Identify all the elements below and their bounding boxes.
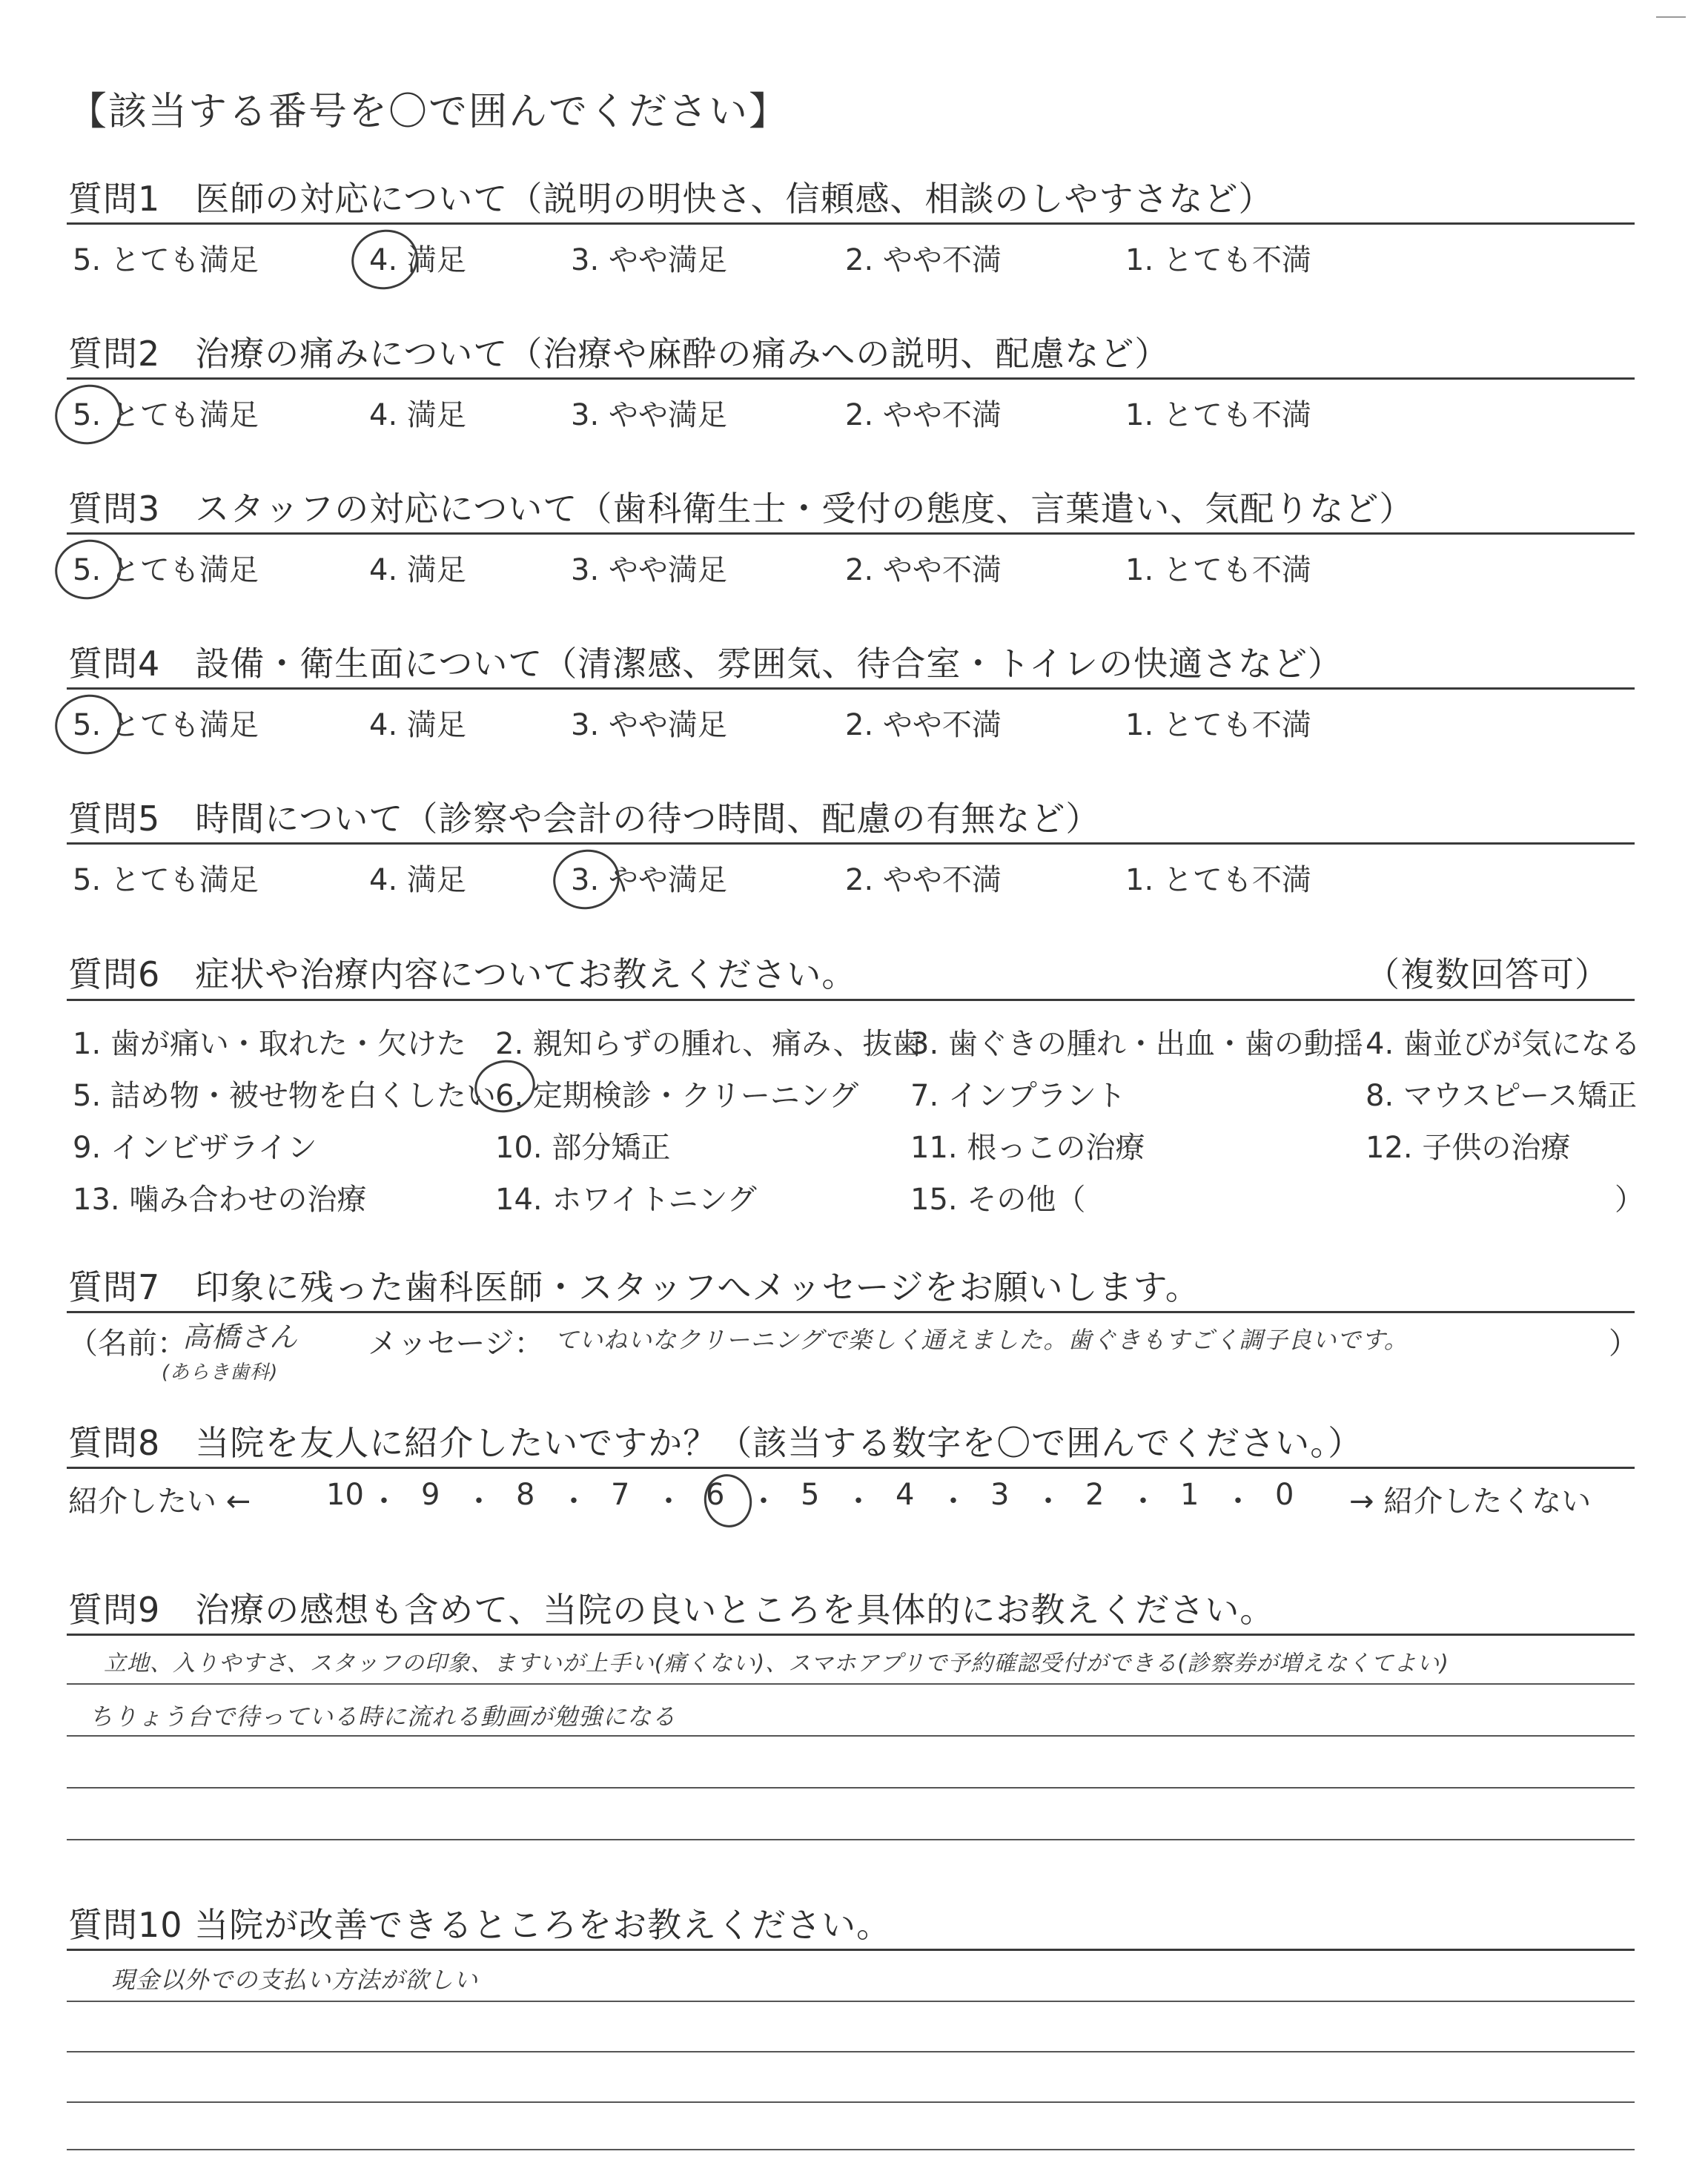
q8-separator: ・ bbox=[749, 1484, 778, 1519]
q8-scale-5[interactable]: 5 bbox=[801, 1478, 820, 1512]
q6-option-14[interactable]: 14. ホワイトニング bbox=[495, 1183, 757, 1217]
q2-rule bbox=[67, 377, 1635, 380]
q3-option-5[interactable]: 5. とても満足 bbox=[73, 553, 259, 587]
q7-name-label: （名前： bbox=[68, 1327, 187, 1361]
q10-write-line-1 bbox=[67, 2001, 1635, 2002]
q8-right-label: → 紹介したくない bbox=[1349, 1484, 1592, 1519]
q4-option-4[interactable]: 4. 満足 bbox=[369, 708, 466, 742]
q6-option-4[interactable]: 4. 歯並びが気になる bbox=[1366, 1027, 1641, 1061]
q6-option-3[interactable]: 3. 歯ぐきの腫れ・出血・歯の動揺 bbox=[910, 1027, 1363, 1061]
q8-separator: ・ bbox=[844, 1484, 873, 1519]
q5-title: 質問5 時間について（診察や会計の待つ時間、配慮の有無など） bbox=[68, 799, 1101, 839]
q8-scale-8[interactable]: 8 bbox=[516, 1478, 535, 1512]
q6-option-12[interactable]: 12. 子供の治療 bbox=[1366, 1131, 1571, 1165]
q9-write-line-4 bbox=[67, 1839, 1635, 1840]
q8-scale-10[interactable]: 10 bbox=[326, 1478, 364, 1512]
q5-option-1[interactable]: 1. とても不満 bbox=[1125, 863, 1311, 897]
q6-other-close[interactable]: ） bbox=[1615, 1183, 1644, 1217]
q9-write-line-1 bbox=[67, 1683, 1635, 1685]
q8-separator: ・ bbox=[1128, 1484, 1158, 1519]
q6-option-9[interactable]: 9. インビザライン bbox=[73, 1131, 317, 1165]
q4-rule bbox=[67, 687, 1635, 690]
q2-option-2[interactable]: 2. やや不満 bbox=[845, 398, 1002, 432]
q2-option-1[interactable]: 1. とても不満 bbox=[1125, 398, 1311, 432]
q4-selection-circle bbox=[50, 689, 128, 761]
q7-close-paren: ） bbox=[1609, 1327, 1638, 1361]
q6-option-1[interactable]: 1. 歯が痛い・取れた・欠けた bbox=[73, 1027, 466, 1061]
q5-option-3[interactable]: 3. やや満足 bbox=[571, 863, 727, 897]
q6-option-10[interactable]: 10. 部分矯正 bbox=[495, 1131, 671, 1165]
q6-rule bbox=[67, 999, 1635, 1001]
q8-scale-3[interactable]: 3 bbox=[990, 1478, 1010, 1512]
q1-option-2[interactable]: 2. やや不満 bbox=[845, 243, 1002, 277]
q4-title: 質問4 設備・衛生面について（清潔感、雰囲気、待合室・トイレの快適さなど） bbox=[68, 644, 1343, 684]
q1-title: 質問1 医師の対応について（説明の明快さ、信頼感、相談のしやすさなど） bbox=[68, 179, 1274, 219]
q10-answer-line1[interactable]: 現金以外での支払い方法が欲しい bbox=[111, 1966, 479, 1994]
q8-separator: ・ bbox=[654, 1484, 683, 1519]
q8-separator: ・ bbox=[559, 1484, 589, 1519]
q7-name-sub: (あらき歯科) bbox=[162, 1361, 279, 1384]
q5-option-2[interactable]: 2. やや不満 bbox=[845, 863, 1002, 897]
page-heading: 【該当する番号を〇で囲んでください】 bbox=[68, 90, 790, 134]
q5-selection-circle bbox=[548, 844, 626, 916]
q7-message-label: メッセージ： bbox=[368, 1327, 544, 1361]
q9-rule bbox=[67, 1634, 1635, 1636]
q8-left-label: 紹介したい ← bbox=[68, 1484, 251, 1519]
q1-option-3[interactable]: 3. やや満足 bbox=[571, 243, 727, 277]
q6-option-6[interactable]: 6. 定期検診・クリーニング bbox=[495, 1079, 859, 1113]
q3-option-2[interactable]: 2. やや不満 bbox=[845, 553, 1002, 587]
q8-scale-1[interactable]: 1 bbox=[1180, 1478, 1199, 1512]
q7-rule bbox=[67, 1311, 1635, 1313]
q1-rule bbox=[67, 222, 1635, 225]
q8-scale-6[interactable]: 6 bbox=[706, 1478, 725, 1512]
q6-option-15[interactable]: 15. その他（ bbox=[910, 1183, 1086, 1217]
q2-title: 質問2 治療の痛みについて（治療や麻酔の痛みへの説明、配慮など） bbox=[68, 334, 1170, 374]
q8-separator: ・ bbox=[369, 1484, 399, 1519]
q2-option-3[interactable]: 3. やや満足 bbox=[571, 398, 727, 432]
q6-option-2[interactable]: 2. 親知らずの腫れ、痛み、抜歯 bbox=[495, 1027, 922, 1061]
q9-write-line-2 bbox=[67, 1735, 1635, 1737]
q6-option-5[interactable]: 5. 詰め物・被せ物を白くしたい bbox=[73, 1079, 496, 1113]
q6-note: （複数回答可） bbox=[1366, 954, 1609, 994]
q10-title: 質問10 当院が改善できるところをお教えください。 bbox=[68, 1905, 892, 1945]
q2-option-5[interactable]: 5. とても満足 bbox=[73, 398, 259, 432]
q8-separator: ・ bbox=[1033, 1484, 1063, 1519]
q3-option-3[interactable]: 3. やや満足 bbox=[571, 553, 727, 587]
q2-option-4[interactable]: 4. 満足 bbox=[369, 398, 466, 432]
q10-rule bbox=[67, 1949, 1635, 1951]
q2-selection-circle bbox=[50, 379, 128, 451]
q8-separator: ・ bbox=[939, 1484, 968, 1519]
q8-separator: ・ bbox=[464, 1484, 494, 1519]
q9-write-line-3 bbox=[67, 1787, 1635, 1789]
q8-scale-9[interactable]: 9 bbox=[421, 1478, 440, 1512]
q1-option-1[interactable]: 1. とても不満 bbox=[1125, 243, 1311, 277]
q5-rule bbox=[67, 842, 1635, 845]
q6-option-13[interactable]: 13. 噛み合わせの治療 bbox=[73, 1183, 367, 1217]
q8-scale-4[interactable]: 4 bbox=[896, 1478, 915, 1512]
q8-scale-0[interactable]: 0 bbox=[1275, 1478, 1294, 1512]
q10-write-line-2 bbox=[67, 2051, 1635, 2052]
q8-scale-7[interactable]: 7 bbox=[611, 1478, 630, 1512]
q6-option-11[interactable]: 11. 根っこの治療 bbox=[910, 1131, 1145, 1165]
q7-name-value[interactable]: 高橋さん bbox=[182, 1321, 299, 1353]
q8-scale-2[interactable]: 2 bbox=[1085, 1478, 1105, 1512]
q1-option-5[interactable]: 5. とても満足 bbox=[73, 243, 259, 277]
q3-option-4[interactable]: 4. 満足 bbox=[369, 553, 466, 587]
q4-option-5[interactable]: 5. とても満足 bbox=[73, 708, 259, 742]
q5-option-4[interactable]: 4. 満足 bbox=[369, 863, 466, 897]
q8-rule bbox=[67, 1467, 1635, 1469]
q6-title: 質問6 症状や治療内容についてお教えください。 bbox=[68, 954, 857, 994]
q6-option-8[interactable]: 8. マウスピース矯正 bbox=[1366, 1079, 1638, 1113]
q3-selection-circle bbox=[50, 534, 128, 606]
q1-selection-circle bbox=[346, 224, 424, 296]
q6-option-7[interactable]: 7. インプラント bbox=[910, 1079, 1126, 1113]
q10-write-line-4 bbox=[67, 2149, 1635, 2150]
q7-title: 質問7 印象に残った歯科医師・スタッフへメッセージをお願いします。 bbox=[68, 1267, 1200, 1307]
scan-edge-mark bbox=[1656, 16, 1686, 18]
q3-option-1[interactable]: 1. とても不満 bbox=[1125, 553, 1311, 587]
q9-answer-line2[interactable]: ちりょう台で待っている時に流れる動画が勉強になる bbox=[89, 1702, 677, 1731]
q5-option-5[interactable]: 5. とても満足 bbox=[73, 863, 259, 897]
q8-separator: ・ bbox=[1223, 1484, 1253, 1519]
q4-option-2[interactable]: 2. やや不満 bbox=[845, 708, 1002, 742]
q7-message-value[interactable]: ていねいなクリーニングで楽しく通えました。歯ぐきもすごく調子良いです。 bbox=[555, 1326, 1409, 1354]
q9-title: 質問9 治療の感想も含めて、当院の良いところを具体的にお教えください。 bbox=[68, 1590, 1275, 1630]
q3-rule bbox=[67, 532, 1635, 535]
q4-option-1[interactable]: 1. とても不満 bbox=[1125, 708, 1311, 742]
q3-title: 質問3 スタッフの対応について（歯科衛生士・受付の態度、言葉遣い、気配りなど） bbox=[68, 489, 1414, 529]
q8-title: 質問8 当院を友人に紹介したいですか？（該当する数字を〇で囲んでください。） bbox=[68, 1423, 1363, 1463]
q10-write-line-3 bbox=[67, 2101, 1635, 2103]
q9-answer-line1[interactable]: 立地、入りやすさ、スタッフの印象、ますいが上手い(痛くない)、スマホアプリで予約確認受付ができる(診察券が増えなくてよい) bbox=[104, 1651, 1449, 1677]
q4-option-3[interactable]: 3. やや満足 bbox=[571, 708, 727, 742]
q1-option-4[interactable]: 4. 満足 bbox=[369, 243, 466, 277]
